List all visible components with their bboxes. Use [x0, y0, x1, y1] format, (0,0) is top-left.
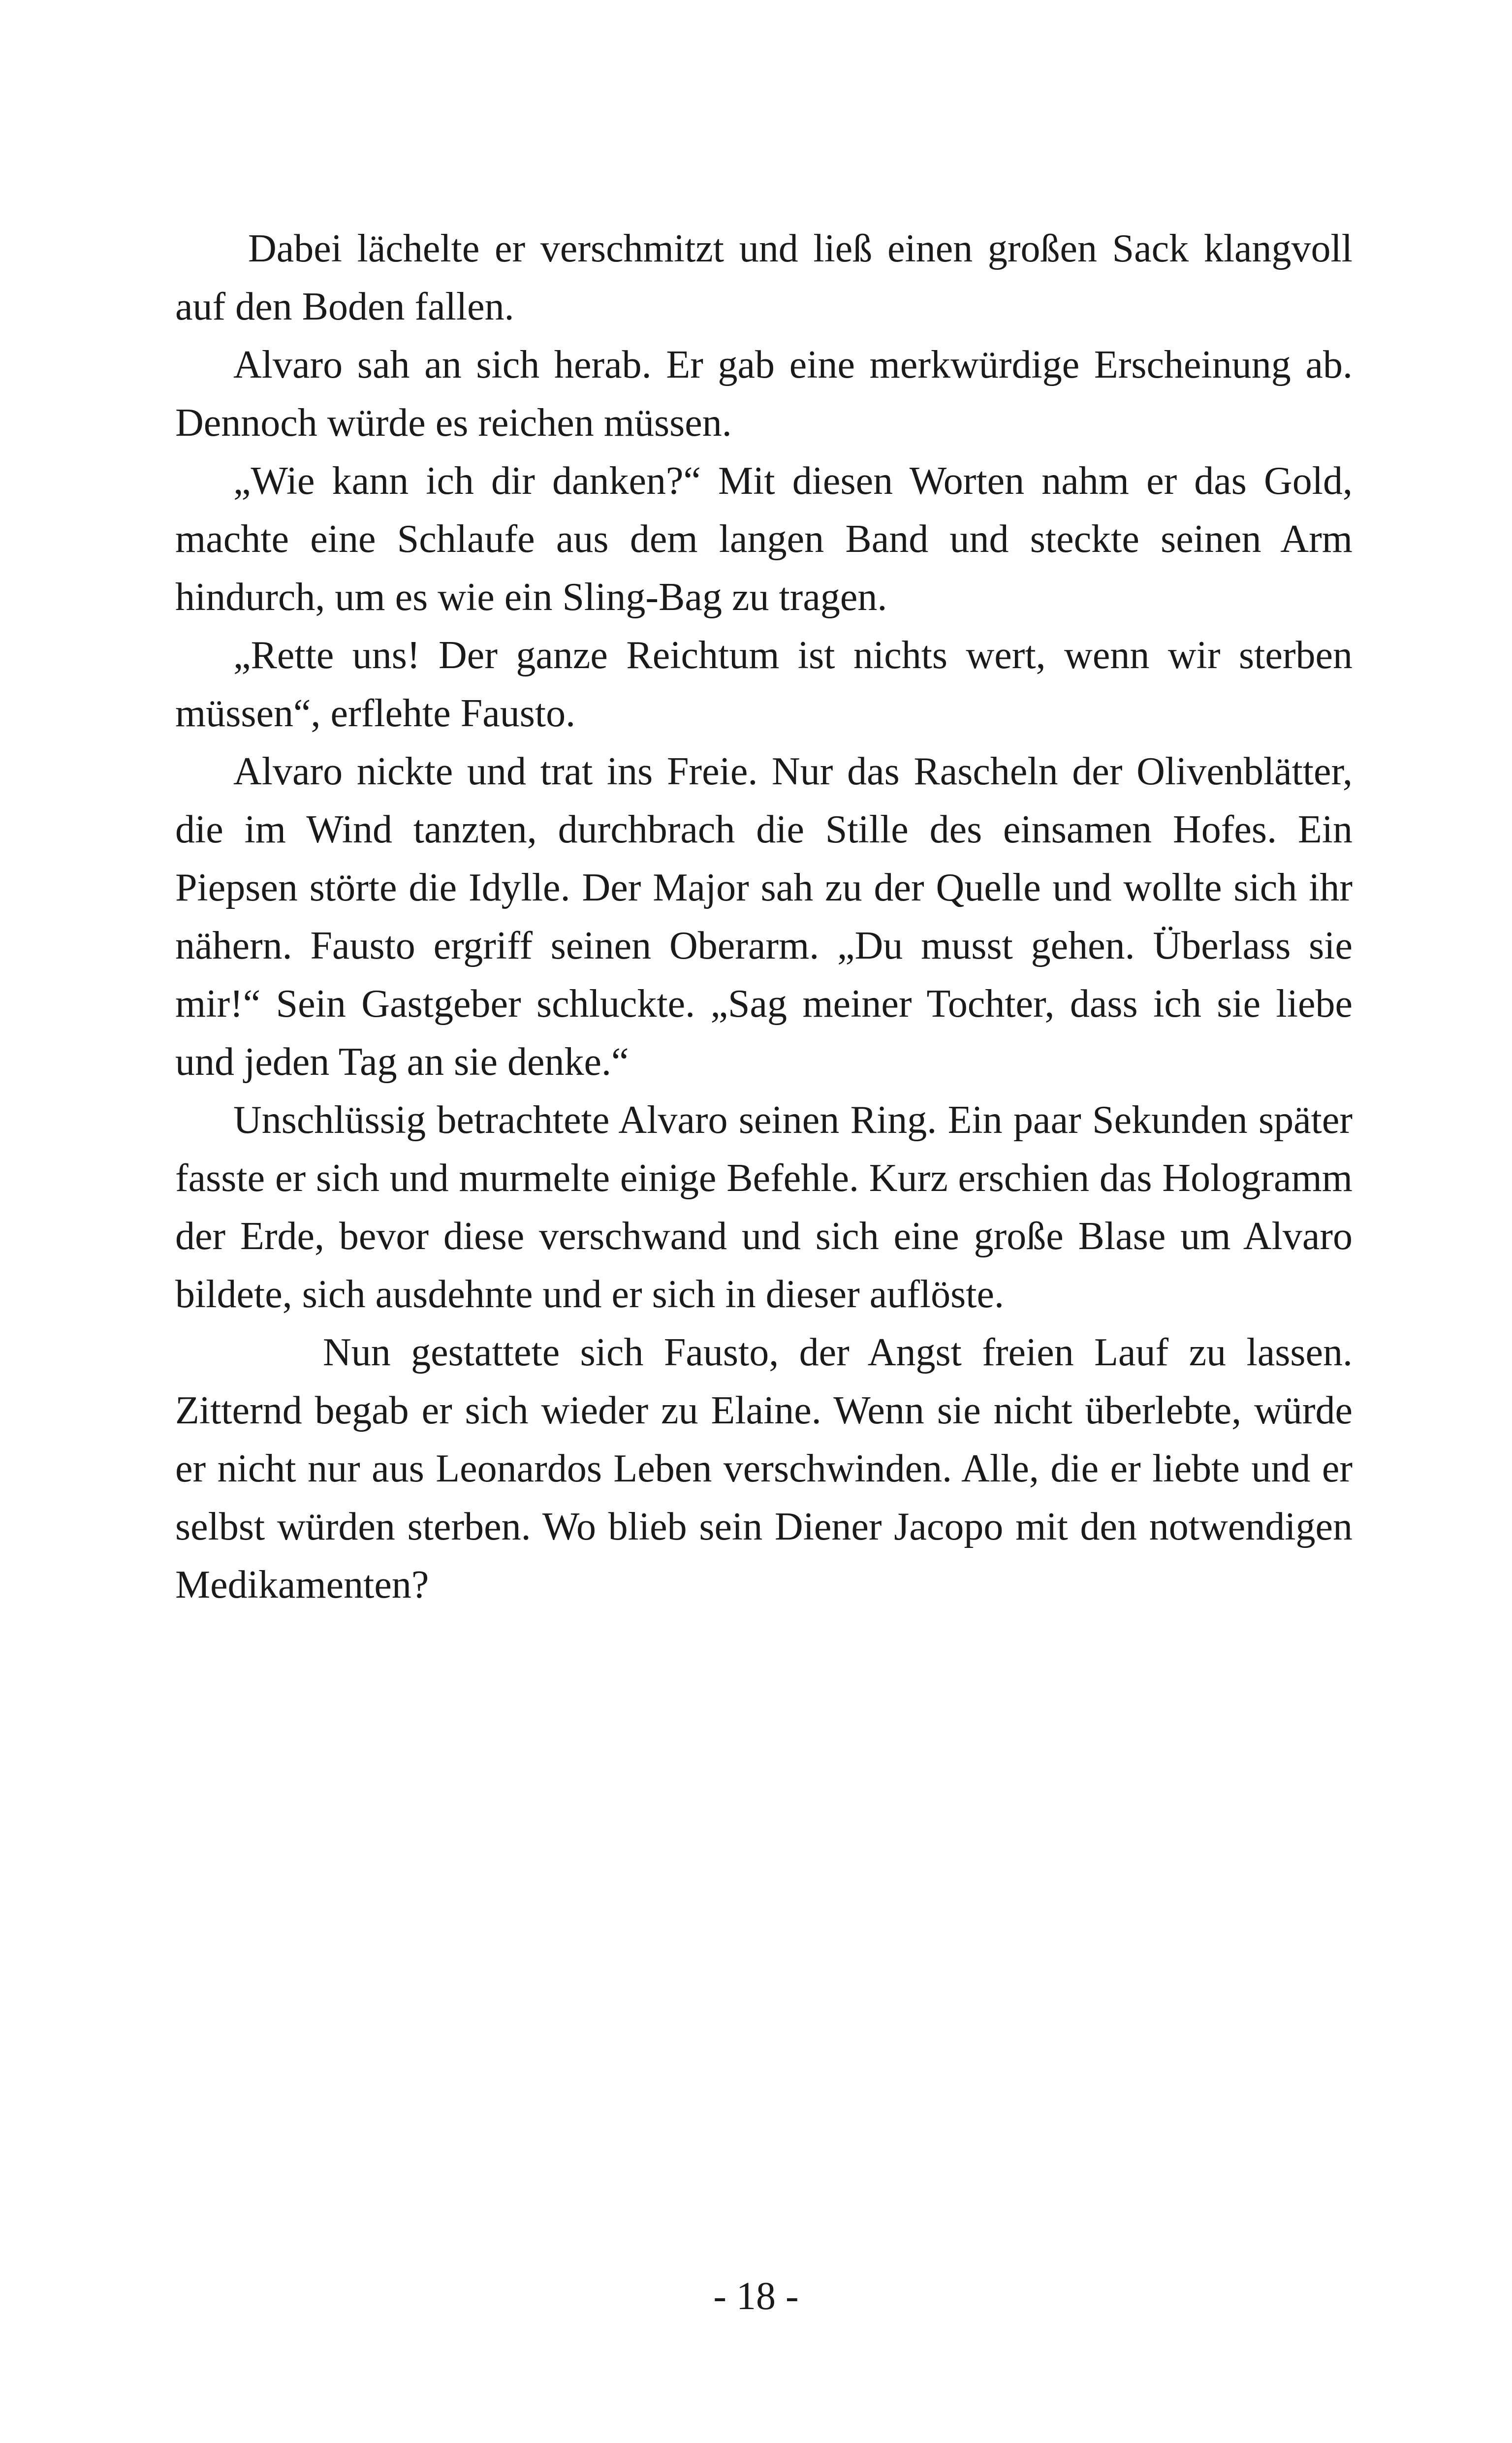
paragraph: „Wie kann ich dir danken?“ Mit diesen Worten nahm er das Gold, machte eine Schlaufe aus dem langen Band und steckte seinen Arm hindurch, um es wie ein Sling-Bag zu tragen. [175, 459, 1353, 619]
page-number: - 18 - [713, 2275, 799, 2318]
paragraph: Nun gestattete sich Fausto, der Angst freien Lauf zu lassen. Zitternd begab er sich wieder zu Elaine. Wenn sie nicht überlebte, würde er nicht nur aus Leonardos Leben verschwinden. Alle, die er liebte und er selbst würden sterben. Wo blieb sein Diener Jacopo mit den notwendigen Medikamenten? [175, 1331, 1353, 1607]
paragraph: Dabei lächelte er verschmitzt und ließ einen großen Sack klangvoll auf den Boden fallen. [175, 227, 1353, 328]
paragraph: Unschlüssig betrachtete Alvaro seinen Ring. Ein paar Sekunden später fasste er sich und murmelte einige Befehle. Kurz erschien das Hologramm der Erde, bevor diese verschwand und sich eine große Blase um Alvaro bildete, sich ausdehnte und er sich in dieser auflöste. [175, 1098, 1353, 1316]
paragraph: Alvaro nickte und trat ins Freie. Nur das Rascheln der Olivenblätter, die im Wind tanzten, durchbrach die Stille des einsamen Hofes. Ein Piepsen störte die Idylle. Der Major sah zu der Quelle und wollte sich ihr nähern. Fausto ergriff seinen Oberarm. „Du musst gehen. Überlass sie mir!“ Sein Gastgeber schluckte. „Sag meiner Tochter, dass ich sie liebe und jeden Tag an sie denke.“ [175, 750, 1353, 1084]
paragraph: „Rette uns! Der ganze Reichtum ist nichts wert, wenn wir sterben müssen“, erflehte Fausto. [175, 634, 1353, 735]
body-text [175, 220, 1353, 1614]
paragraph: Alvaro sah an sich herab. Er gab eine merkwürdige Erscheinung ab. Dennoch würde es reichen müssen. [175, 343, 1353, 445]
